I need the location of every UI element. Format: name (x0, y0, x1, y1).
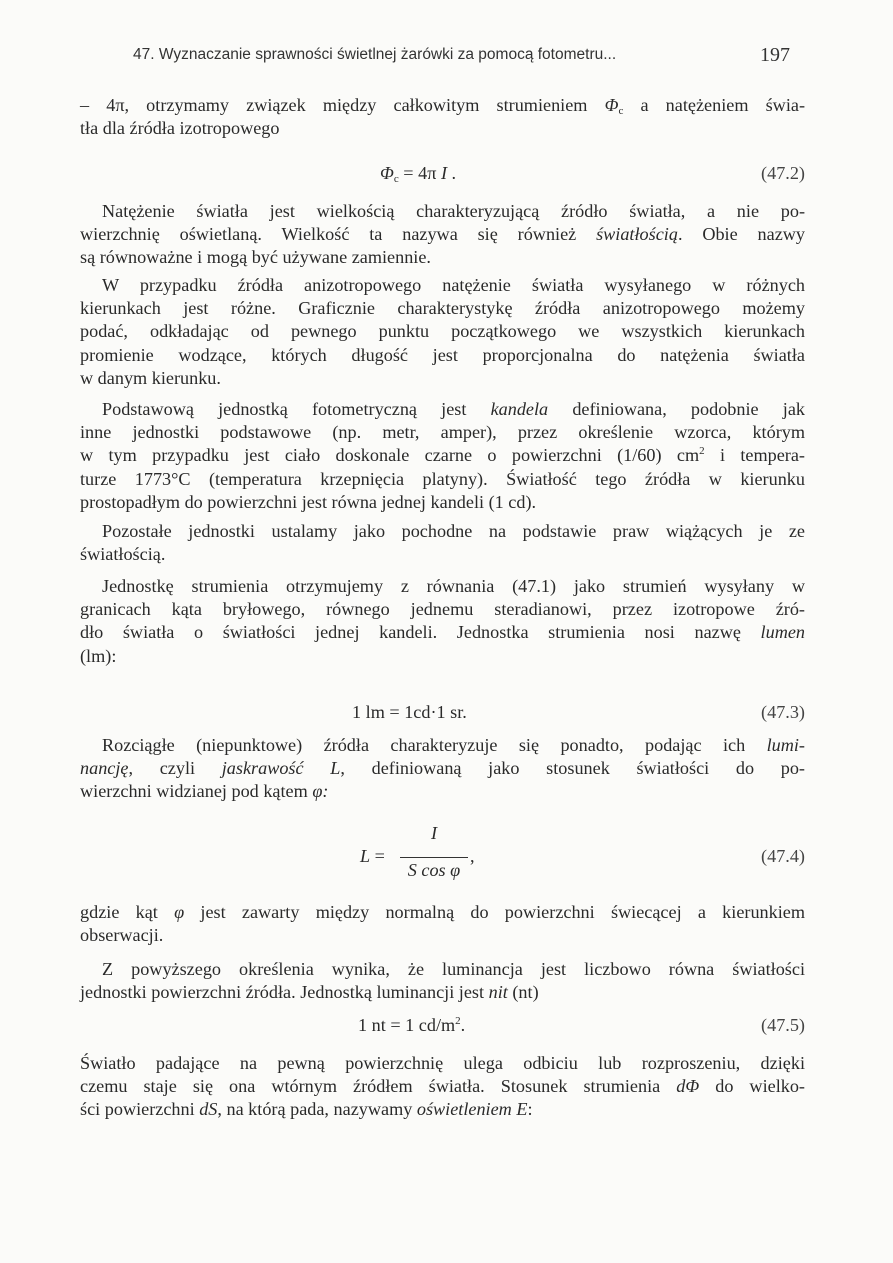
italic-term: φ: (312, 781, 329, 802)
equation-47-4 (80, 823, 805, 880)
text-line (80, 575, 805, 598)
text-segment: podać, odkładając od pewnego punktu początkowego we wszystkich kierunkach (80, 321, 805, 342)
text-segment: kierunkach jest różne. Graficznie charakterystykę źródła anizotropowego możemy (80, 298, 805, 319)
equation-text: = (370, 846, 385, 866)
text-line (80, 94, 805, 117)
equation-variable: L (360, 846, 371, 866)
text-line (80, 598, 805, 621)
text-line (80, 223, 805, 246)
paragraph (80, 1052, 805, 1122)
subscript: c (618, 105, 624, 117)
text-segment: Natężenie światła jest wielkością charakteryzującą źródło światła, a nie po- (102, 201, 805, 221)
text-segment: jest zawarty między normalną do powierzchni świecącej a kierunkiem (184, 902, 806, 922)
equation-text: 1 nt = 1 cd/m (358, 1015, 456, 1035)
text-segment: (lm): (80, 645, 117, 666)
italic-term: dΦ (676, 1076, 700, 1097)
text-segment: Pozostałe jednostki ustalamy jako pochodne na podstawie praw wiążących je ze (102, 521, 805, 541)
paragraph (80, 398, 805, 514)
text-line (80, 1075, 805, 1098)
equation-number: (47.5) (761, 1015, 805, 1035)
text-segment: . Obie nazwy (677, 224, 805, 245)
equation-text: = 4π (398, 163, 441, 183)
text-segment: Z powyższego określenia wynika, że luminancja jest liczbowo równa światłości (102, 959, 805, 979)
text-line (80, 398, 805, 421)
text-segment: Światło padające na pewną powierzchnię ulega odbiciu lub rozproszeniu, dzięki (80, 1053, 805, 1073)
text-line (80, 1098, 805, 1121)
fraction-numerator (400, 823, 468, 844)
paragraph (80, 575, 805, 668)
equation-number: (47.4) (761, 846, 805, 866)
text-line (80, 274, 805, 297)
text-line (80, 645, 805, 668)
text-segment: definiowana, podobnie jak (548, 399, 805, 419)
equation-text: . (460, 1015, 466, 1035)
text-segment: wierzchni widzianej pod kątem (80, 781, 313, 802)
text-line (80, 297, 805, 320)
text-segment: do wielko- (699, 1076, 805, 1097)
text-segment: inne jednostki podstawowe (np. metr, amper), przez określenie wzorca, którym (80, 422, 805, 443)
supscript: 2 (699, 445, 705, 458)
text-segment: (nt) (507, 982, 539, 1003)
text-segment: granicach kąta bryłowego, równego jednemu steradianowi, przez izotropowe źró- (80, 599, 805, 620)
text-segment: w tym przypadku jest ciało doskonale czarne o powierzchni (1/60) cm (80, 445, 700, 466)
text-line (80, 200, 805, 223)
equation-47-5 (80, 1015, 805, 1039)
text-segment: prostopadłym do powierzchni jest równa jednej kandeli (1 cd). (80, 491, 537, 512)
text-segment: obserwacji. (80, 925, 164, 946)
text-line (80, 520, 805, 543)
italic-term: lumi- (766, 735, 805, 755)
text-segment: gdzie kąt (80, 902, 175, 922)
italic-term: nancję (80, 758, 129, 779)
text-line (80, 421, 805, 444)
text-line (80, 780, 805, 803)
superscript: 2 (455, 1015, 461, 1027)
text-segment: światłością. (80, 544, 166, 565)
text-segment: promienie wodzące, których długość jest proporcjonalna do natężenia światła (80, 344, 805, 365)
paragraph (80, 94, 805, 140)
text-segment: ści powierzchni (80, 1099, 200, 1120)
equation-lhs (360, 846, 385, 867)
text-segment: i tempera- (704, 445, 805, 466)
text-segment: są równoważne i mogą być używane zamiennie. (80, 247, 431, 268)
italic-term: φ (174, 902, 185, 922)
paragraph (80, 200, 805, 270)
text-line (80, 117, 805, 140)
equation-formula: 1 lm = 1cd·1 sr. (352, 702, 467, 722)
text-line (80, 901, 805, 924)
equation-formula (358, 1015, 465, 1036)
text-line (80, 924, 805, 947)
text-segment: wierzchnię oświetlaną. Wielkość ta nazywa się również (80, 224, 597, 245)
italic-term: lumen (760, 622, 805, 643)
running-header: 47. Wyznaczanie sprawności świetlnej żarówki za pomocą fotometru... (133, 46, 617, 63)
text-line (80, 320, 805, 343)
text-segment: Podstawową jednostką fotometryczną jest (102, 399, 491, 419)
italic-term: nit (488, 982, 508, 1003)
text-line (80, 444, 805, 467)
text-segment: Rozciągłe (niepunktowe) źródła charakteryzuje się ponadto, podając ich (102, 735, 767, 755)
text-line (80, 344, 805, 367)
text-line (80, 491, 805, 514)
text-segment: W przypadku źródła anizotropowego natężenie światła wysyłanego w różnych (102, 275, 805, 295)
text-line (80, 468, 805, 491)
fraction-denominator (400, 860, 468, 881)
italic-term: kandela (490, 399, 549, 419)
text-segment: , definiowaną jako stosunek światłości do po- (340, 758, 805, 779)
text-segment: turze 1773°C (temperatura krzepnięcia platyny). Światłość tego źródła w kierunku (80, 468, 805, 489)
text-segment: jednostki powierzchni źródła. Jednostką luminancji jest (80, 982, 489, 1003)
italic-term: dS (199, 1099, 218, 1120)
italic-term: oświetleniem E (416, 1099, 528, 1120)
paragraph (80, 274, 805, 390)
phi-symbol: Φ (380, 163, 394, 183)
italic-term: jaskrawość L (221, 758, 341, 779)
text-segment: tła dla źródła izotropowego (80, 118, 280, 139)
text-line (80, 981, 805, 1004)
italic-term: Φ (604, 95, 619, 115)
text-line (80, 246, 805, 269)
equation-variable: S cos φ (407, 860, 461, 880)
text-segment: – 4π, otrzymamy związek między całkowitym strumieniem (80, 95, 605, 115)
text-segment: w danym kierunku. (80, 367, 221, 388)
text-line (80, 757, 805, 780)
equation-number: (47.3) (761, 702, 805, 722)
text-line (80, 958, 805, 981)
paragraph (80, 734, 805, 804)
text-line (80, 367, 805, 390)
page-number: 197 (760, 44, 790, 66)
text-segment: : (527, 1099, 533, 1120)
equation-text: . (447, 163, 457, 183)
text-segment: , czyli (128, 758, 222, 779)
text-line (80, 1052, 805, 1075)
text-segment: , na którą pada, nazywamy (217, 1099, 417, 1120)
equation-number: (47.2) (761, 163, 805, 183)
equation-variable: I (440, 163, 447, 183)
equation-text: , (470, 846, 475, 866)
italic-term: światłością (596, 224, 678, 245)
text-line (80, 734, 805, 757)
text-segment: czemu staje się ona wtórnym źródłem światła. Stosunek strumienia (80, 1076, 677, 1097)
equation-variable: I (430, 823, 438, 843)
paragraph (80, 520, 805, 566)
fraction-bar (400, 857, 468, 858)
equation-47-3 (80, 702, 805, 726)
text-line (80, 621, 805, 644)
text-segment: dło światła o światłości jednej kandeli. Jednostka strumienia nosi nazwę (80, 622, 761, 643)
equation-47-2 (80, 163, 805, 187)
paragraph (80, 958, 805, 1004)
equation-formula (380, 163, 456, 184)
text-segment: Jednostkę strumienia otrzymujemy z równania (47.1) jako strumień wysyłany w (102, 576, 805, 596)
paragraph (80, 901, 805, 947)
text-segment: a natężeniem świa- (623, 95, 805, 115)
text-line (80, 543, 805, 566)
subscript: c (393, 173, 399, 185)
